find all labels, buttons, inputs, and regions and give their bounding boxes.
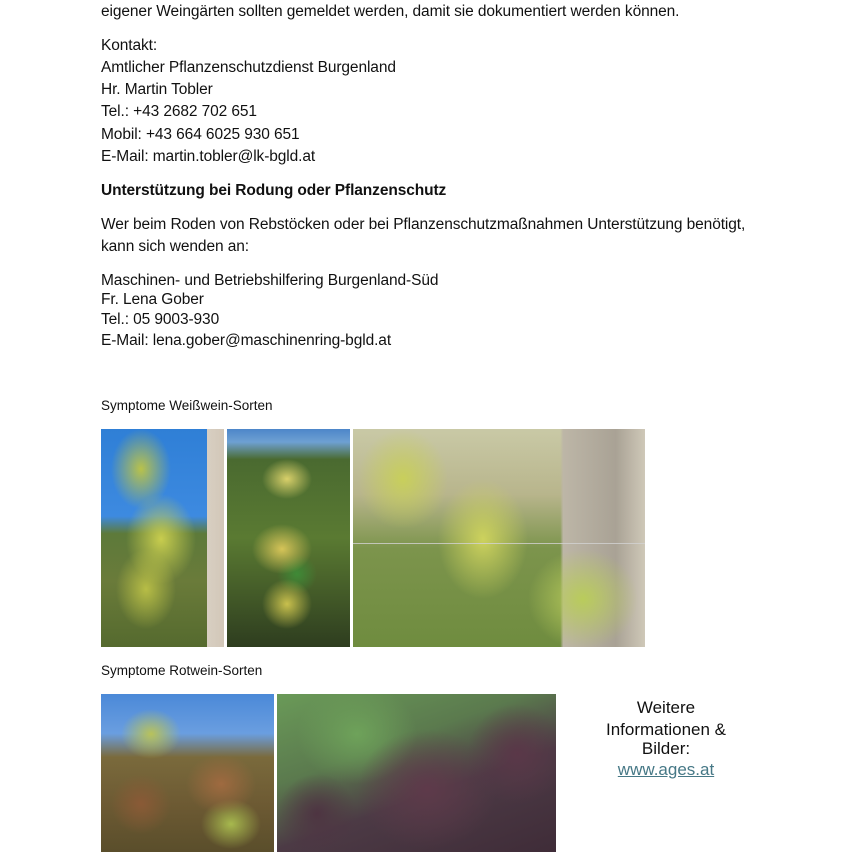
contact-email: E-Mail: martin.tobler@lk-bgld.at <box>101 148 316 165</box>
contact-phone: Tel.: +43 2682 702 651 <box>101 103 257 120</box>
support-text-line2: kann sich wenden an: <box>101 238 249 255</box>
support-heading: Unterstützung bei Rodung oder Pflanzenschutz <box>101 182 447 199</box>
more-info-line1: Weitere <box>636 698 696 717</box>
red-wine-caption: Symptome Rotwein-Sorten <box>101 663 263 678</box>
intro-text: eigener Weingärten sollten gemeldet werden, damit sie dokumentiert werden können. <box>101 3 680 20</box>
more-info-box <box>576 698 756 779</box>
support-text-line1: Wer beim Roden von Rebstöcken oder bei Pflanzenschutzmaßnahmen Unterstützung benötigt, <box>101 216 746 233</box>
red-wine-photo-2 <box>277 694 556 852</box>
support-organization: Maschinen- und Betriebshilfering Burgenland-Süd <box>101 272 439 289</box>
white-wine-photo-2 <box>227 429 350 647</box>
contact-label: Kontakt: <box>101 37 158 54</box>
wire-detail <box>353 543 645 544</box>
support-person: Fr. Lena Gober <box>101 291 204 308</box>
white-wine-photo-1 <box>101 429 224 647</box>
support-phone: Tel.: 05 9003-930 <box>101 311 220 328</box>
ages-link[interactable]: www.ages.at <box>617 759 715 779</box>
contact-mobile: Mobil: +43 664 6025 930 651 <box>101 126 300 143</box>
white-wine-caption: Symptome Weißwein-Sorten <box>101 398 273 413</box>
more-info-line3: Bilder: <box>641 739 691 758</box>
support-email: E-Mail: lena.gober@maschinenring-bgld.at <box>101 332 392 349</box>
white-wine-photo-3 <box>353 429 645 647</box>
more-info-line2: Informationen & <box>605 719 726 739</box>
contact-organization: Amtlicher Pflanzenschutzdienst Burgenland <box>101 59 396 76</box>
red-wine-photo-1 <box>101 694 274 852</box>
contact-person: Hr. Martin Tobler <box>101 81 213 98</box>
